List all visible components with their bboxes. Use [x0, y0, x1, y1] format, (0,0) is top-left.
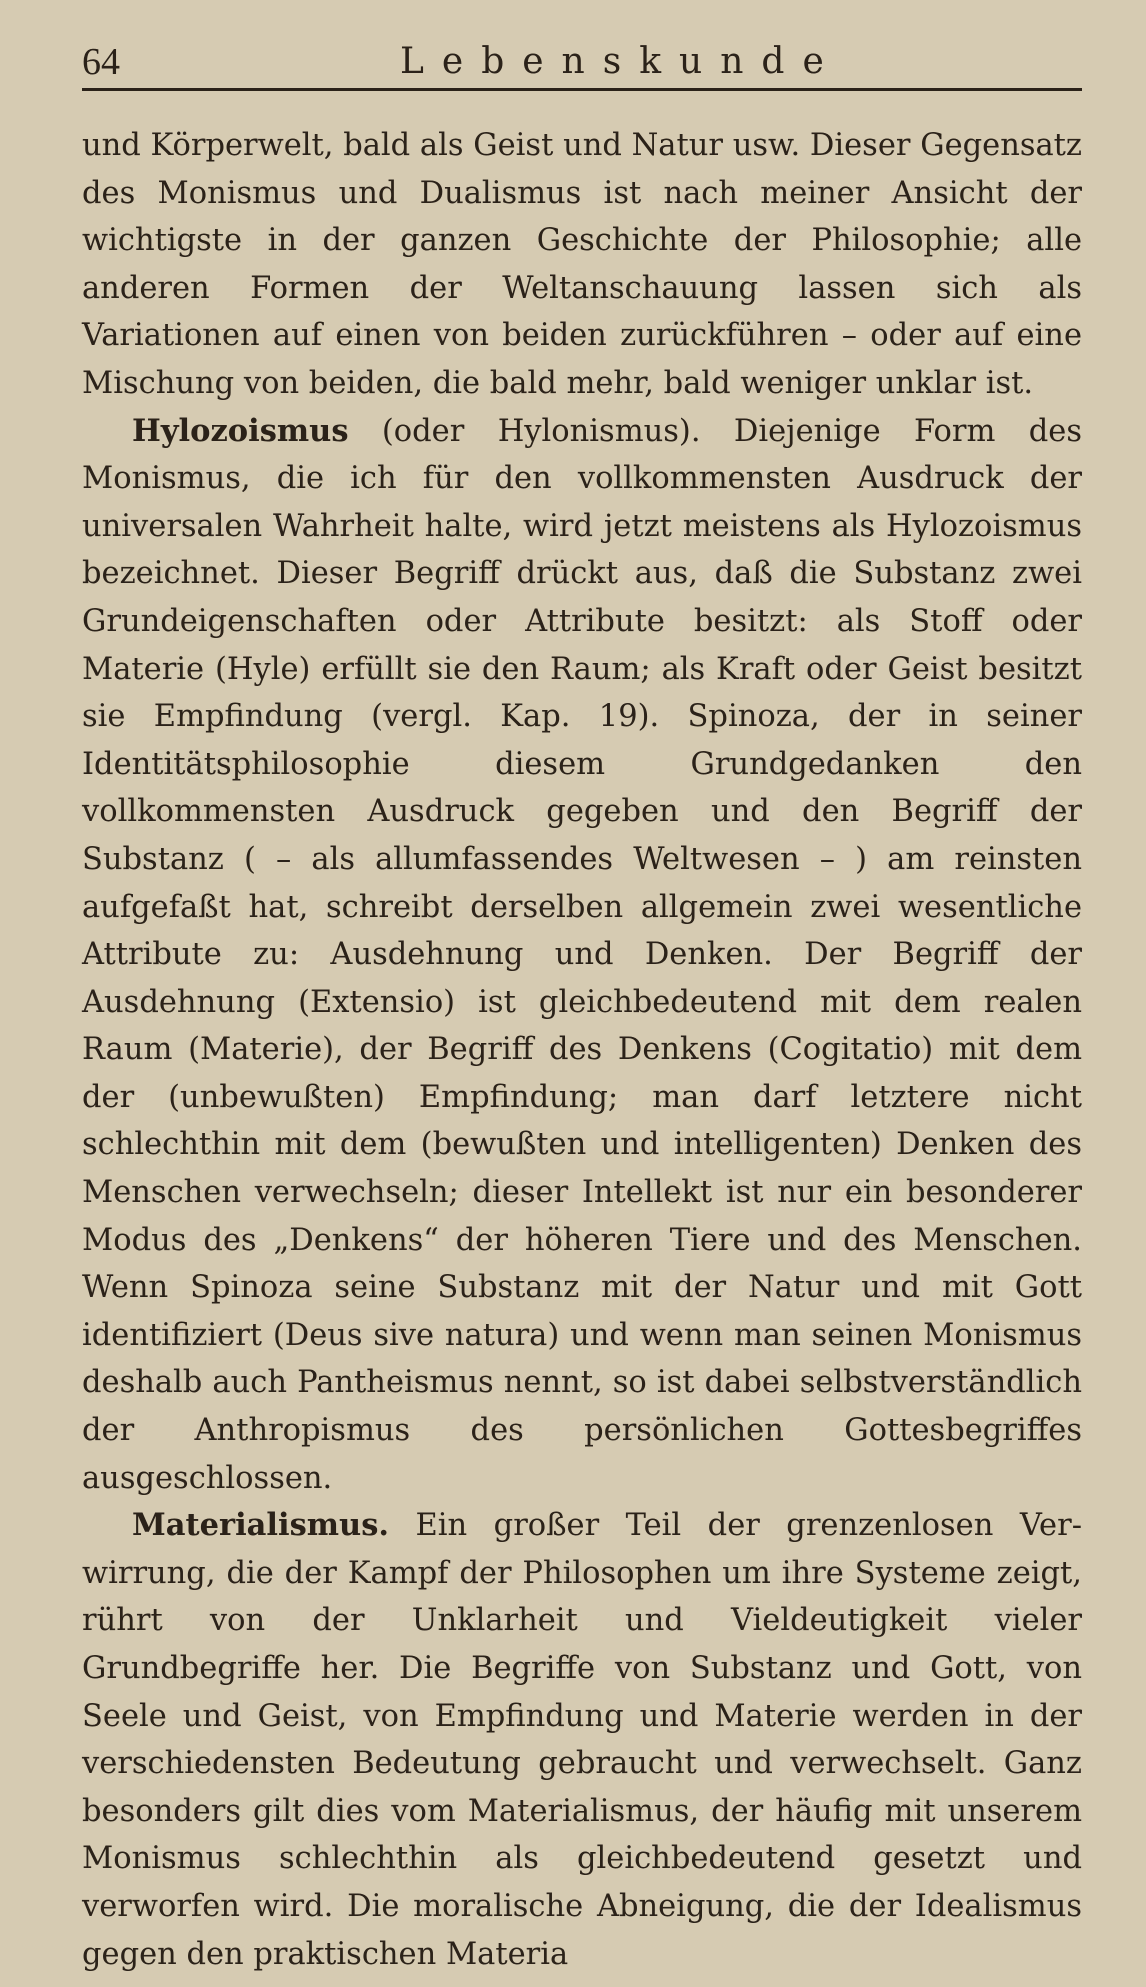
paragraph-text: und Körperwelt, bald als Geist und Natur usw. Dieser Gegensatz des Monismus und Dualismus ist nach meiner Ansicht der wichtigste in der ganzen Geschichte der Philosophie; alle anderen Formen der Weltanschauung lassen sich als Variationen auf einen von beiden zurückführen – oder auf eine Mischung von beiden, die bald mehr, bald weniger unklar ist. [82, 128, 1082, 401]
page-header [82, 36, 1082, 91]
paragraph-continuation [82, 122, 1082, 408]
paragraph-text: (oder Hylonismus). Diejenige Form des Monismus, die ich für den vollkommensten Ausdruck der universalen Wahrheit halte, wird jetzt meistens als Hylozoismus bezeichnet. Dieser Begriff drückt aus, daß die Substanz zwei Grundeigenschaften oder Attribute besitzt: als Stoff oder Materie (Hyle) erfüllt sie den Raum; als Kraft oder Geist besitzt sie Empfindung (vergl. Kap. 19). Spinoza, der in seiner Identitätsphilosophie diesem Grundgedanken den vollkommensten Ausdruck gegeben und den Begriff der Substanz ( – als allumfassendes Weltwesen – ) am reinsten aufgefaßt hat, schreibt derselben allgemein zwei wesentliche Attribute zu: Ausdehnung und Denken. Der Begriff der Ausdehnung (Extensio) ist gleichbedeutend mit dem realen Raum (Materie), der Begriff des Denkens (Cogitatio) mit dem der (unbewußten) Empfindung; man darf letztere nicht schlechthin mit dem (bewußten und intelligenten) Denken des Menschen verwechseln; dieser Intellekt ist nur ein besonderer Modus des „Denkens“ der höheren Tiere und des Menschen. Wenn Spinoza seine Substanz mit der Natur und mit Gott identifiziert (Deus sive natura) und wenn man seinen Monismus deshalb auch Pantheismus nennt, so ist dabei selbstverständlich der Anthropismus des persönlichen Gottesbegriffes ausgeschlossen. [82, 413, 1082, 1496]
paragraph-hylozoismus [82, 408, 1082, 1503]
page-number: 64 [82, 41, 120, 83]
section-term: Hylozoismus [132, 412, 349, 449]
running-title: Lebenskunde [400, 41, 842, 82]
section-term: Materialismus. [132, 1507, 390, 1544]
paragraph-text: Ein großer Teil der grenzenlosen Verwirrung, die der Kampf der Philosophen um ihre Systeme zeigt, rührt von der Unklarheit und Vieldeutigkeit vieler Grundbegriffe her. Die Begriffe von Substanz und Gott, von Seele und Geist, von Empfindung und Materie werden in der verschiedensten Bedeutung gebraucht und verwechselt. Ganz besonders gilt dies vom Materialismus, der häufig mit unserem Monismus schlechthin als gleichbedeutend gesetzt und verworfen wird. Die moralische Abneigung, die der Idealismus gegen den praktischen Materia [82, 1508, 1082, 1972]
body-text [82, 122, 1082, 1978]
paragraph-materialismus [82, 1502, 1082, 1978]
